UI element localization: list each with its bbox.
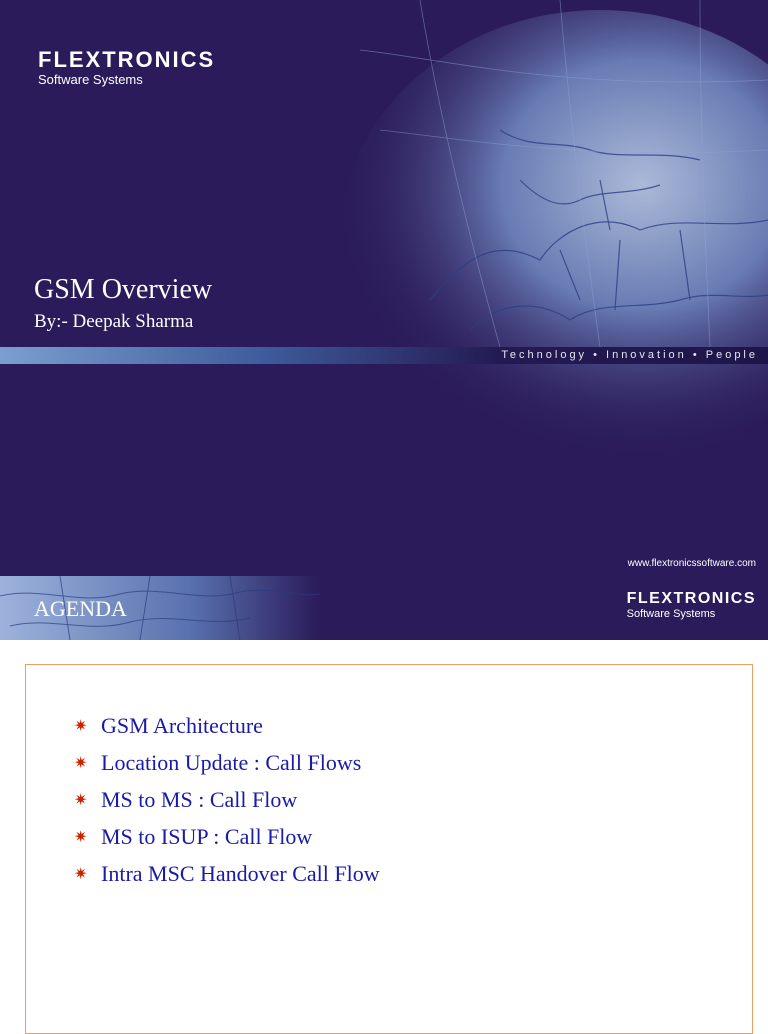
agenda-slide (0, 576, 768, 1024)
presentation-author: By:- Deepak Sharma (34, 311, 194, 332)
agenda-title: AGENDA (34, 596, 127, 621)
agenda-item-text: MS to ISUP : Call Flow (101, 823, 313, 849)
list-item (74, 707, 380, 744)
agenda-item-text: MS to MS : Call Flow (101, 786, 298, 812)
star-bullet-icon: ✷ (74, 791, 88, 809)
list-item (74, 781, 380, 818)
agenda-item-text: Intra MSC Handover Call Flow (101, 860, 380, 886)
flextronics-logo (38, 48, 215, 87)
agenda-header (0, 576, 768, 640)
list-item (74, 818, 380, 855)
flextronics-logo-small (627, 590, 756, 620)
website-url: www.flextronicssoftware.com (627, 558, 756, 569)
presentation-title: GSM Overview (34, 274, 213, 305)
star-bullet-icon: ✷ (74, 717, 88, 735)
brand-name: FLEXTRONICS (626, 590, 756, 607)
tagline: Technology • Innovation • People (501, 349, 758, 361)
agenda-list (74, 707, 380, 892)
list-item (74, 744, 380, 781)
brand-subtitle: Software Systems (626, 608, 716, 620)
brand-subtitle: Software Systems (38, 72, 143, 87)
star-bullet-icon: ✷ (74, 865, 88, 883)
agenda-item-text: GSM Architecture (101, 712, 263, 738)
list-item (74, 855, 380, 892)
brand-name: FLEXTRONICS (38, 47, 216, 72)
star-bullet-icon: ✷ (74, 754, 88, 772)
agenda-content-box (25, 664, 753, 1034)
agenda-item-text: Location Update : Call Flows (101, 749, 362, 775)
star-bullet-icon: ✷ (74, 828, 88, 846)
